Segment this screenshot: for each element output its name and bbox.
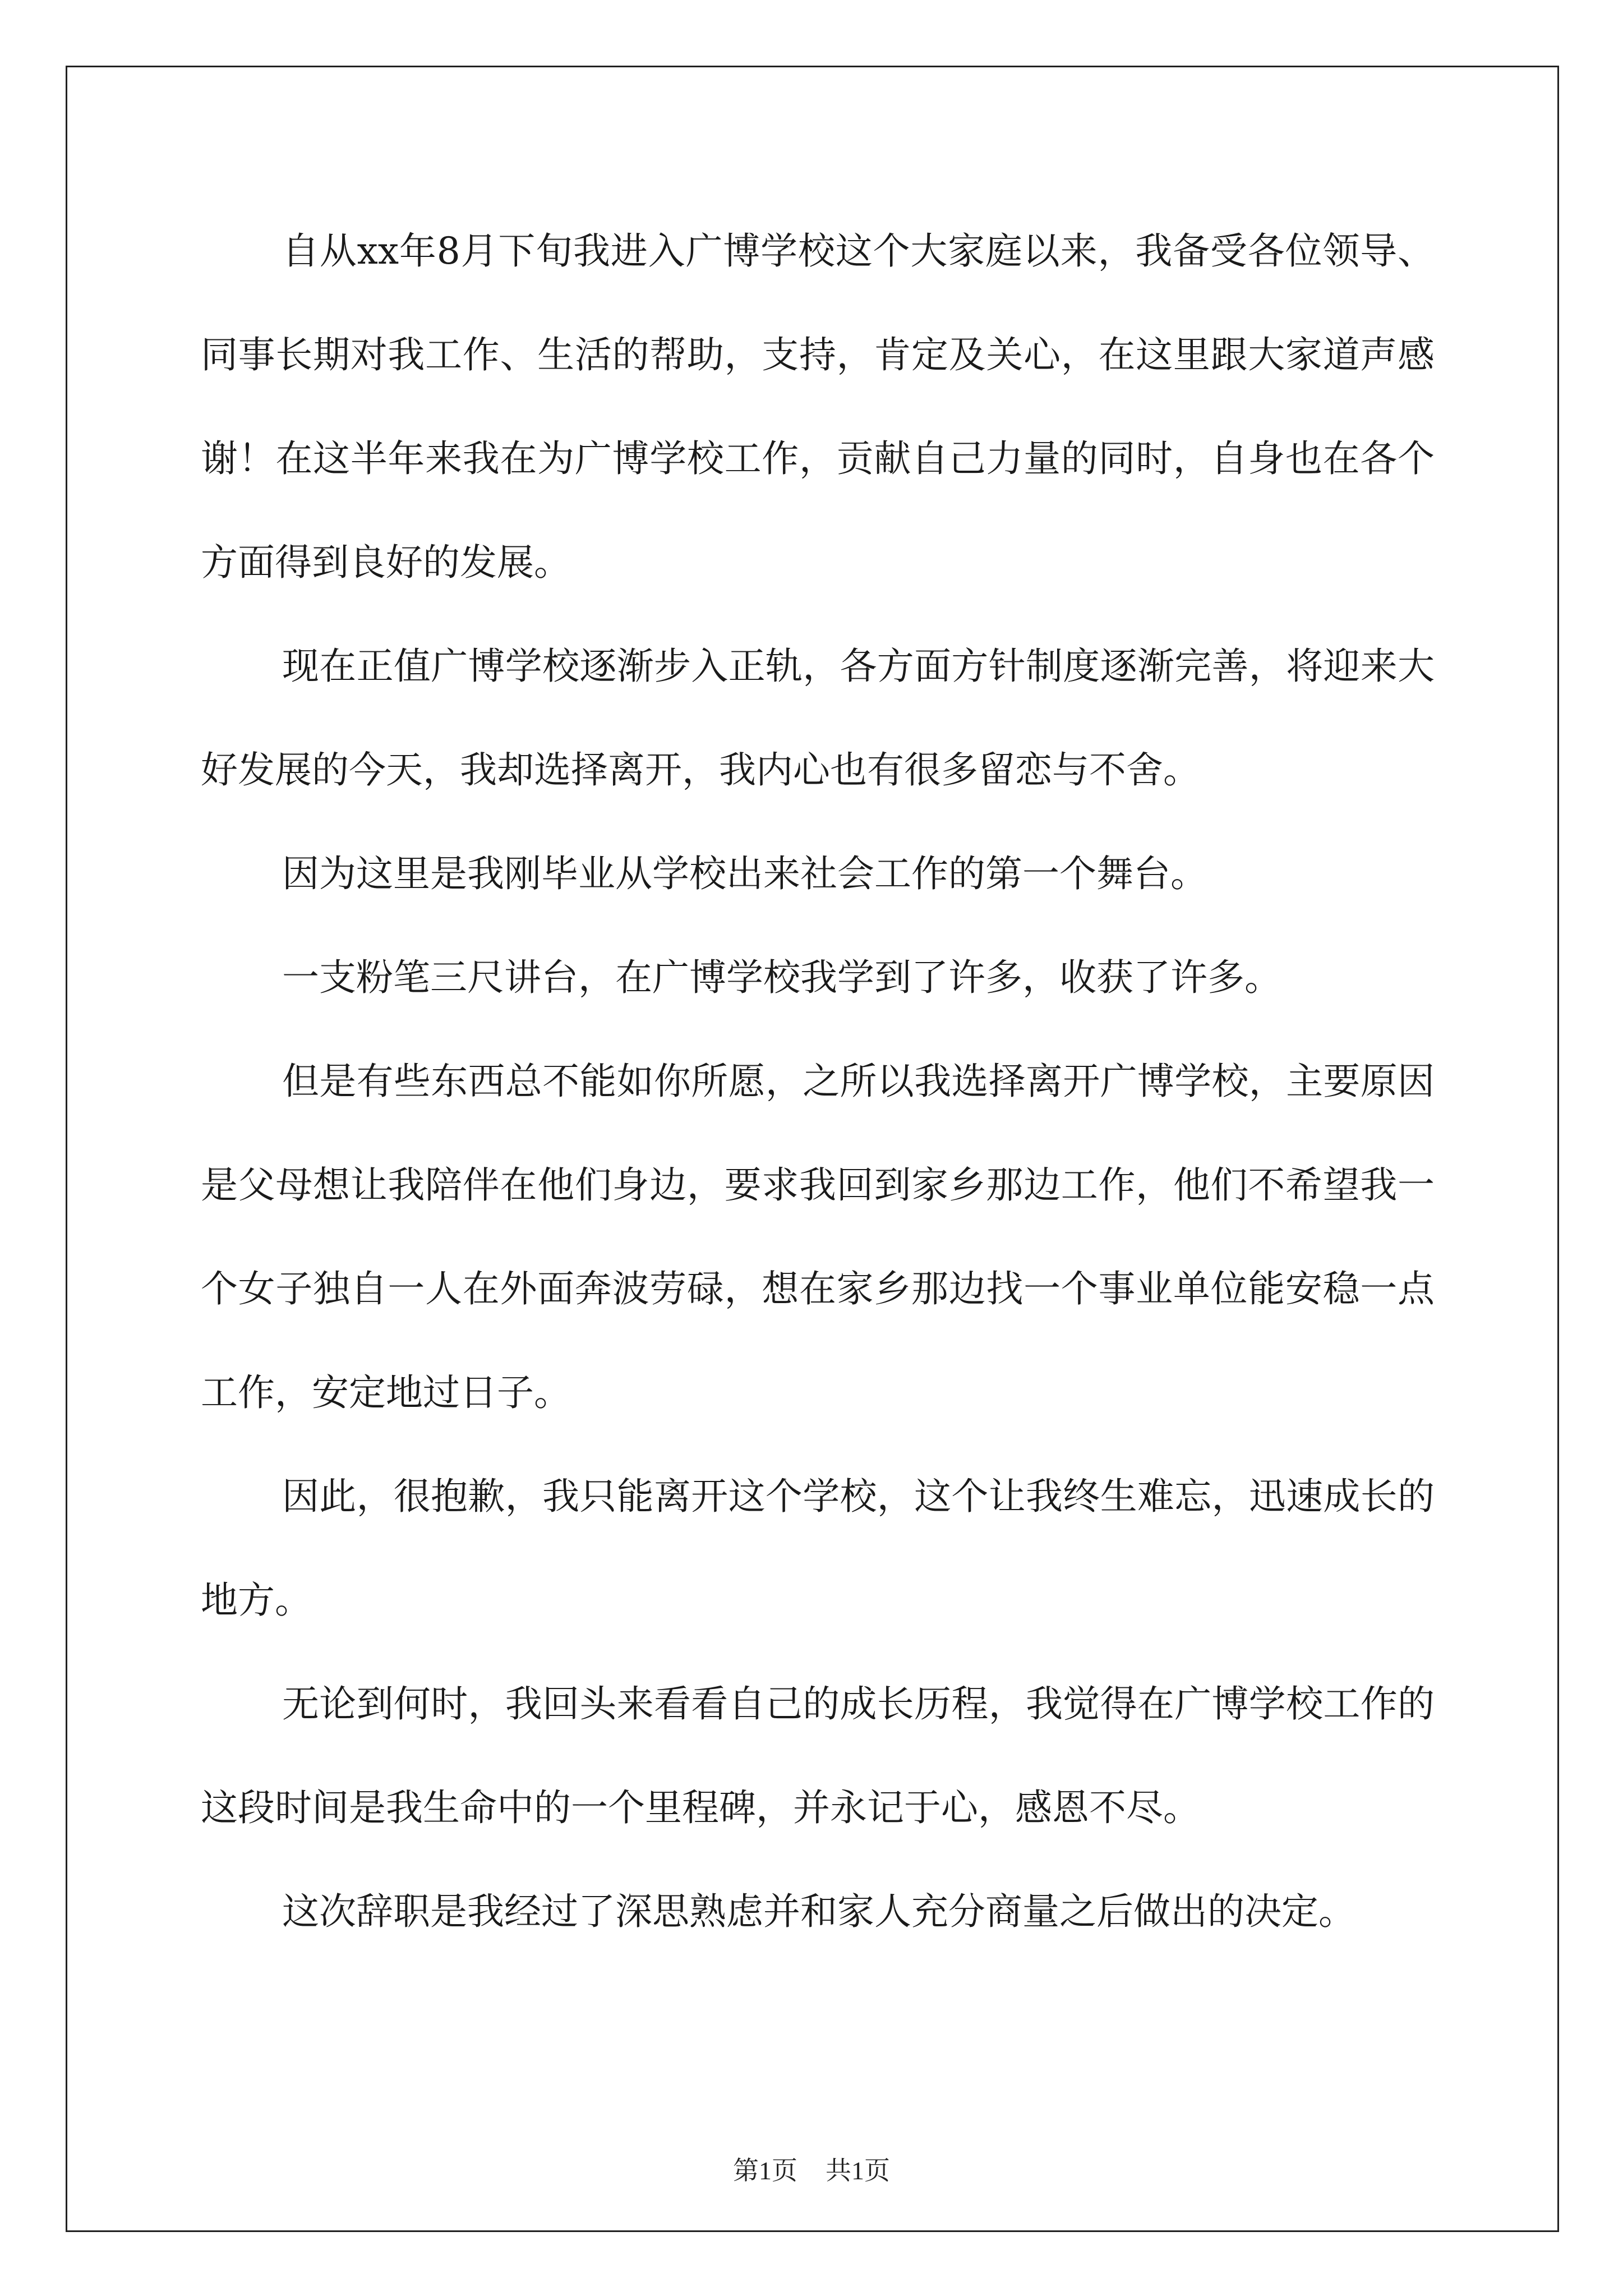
page-total: 共1页 <box>826 2156 890 2185</box>
paragraph-5: 但是有些东西总不能如你所愿，之所以我选择离开广博学校，主要原因是父母想让我陪伴在他们身边，要求我回到家乡那边工作，他们不希望我一个女子独自一人在外面奔波劳碌，想在家乡那边找一个事业单位能安稳一点工作，安定地过日子。 <box>201 1060 1435 1414</box>
paragraph-1: 自从xx年8月下旬我进入广博学校这个大家庭以来，我备受各位领导、同事长期对我工作、生活的帮助，支持，肯定及关心，在这里跟大家道声感谢！在这半年来我在为广博学校工作，贡献自己力量的同时，自身也在各个方面得到良好的发展。 <box>201 229 1435 584</box>
paragraph-7: 无论到何时，我回头来看看自己的成长历程，我觉得在广博学校工作的这段时间是我生命中的一个里程碑，并永记于心，感恩不尽。 <box>201 1682 1435 1829</box>
document-body <box>201 199 1435 1963</box>
page-footer <box>0 2154 1623 2188</box>
paragraph-3: 因为这里是我刚毕业从学校出来社会工作的第一个舞台。 <box>282 852 1207 895</box>
paragraph-6: 因此，很抱歉，我只能离开这个学校，这个让我终生难忘，迅速成长的地方。 <box>201 1475 1435 1622</box>
page-number: 第1页 <box>733 2156 797 2185</box>
paragraph-8: 这次辞职是我经过了深思熟虑并和家人充分商量之后做出的决定。 <box>282 1890 1355 1933</box>
paragraph-2: 现在正值广博学校逐渐步入正轨，各方面方针制度逐渐完善，将迎来大好发展的今天，我却选择离开，我内心也有很多留恋与不舍。 <box>201 645 1435 792</box>
paragraph-4: 一支粉笔三尺讲台，在广博学校我学到了许多，收获了许多。 <box>282 956 1281 999</box>
